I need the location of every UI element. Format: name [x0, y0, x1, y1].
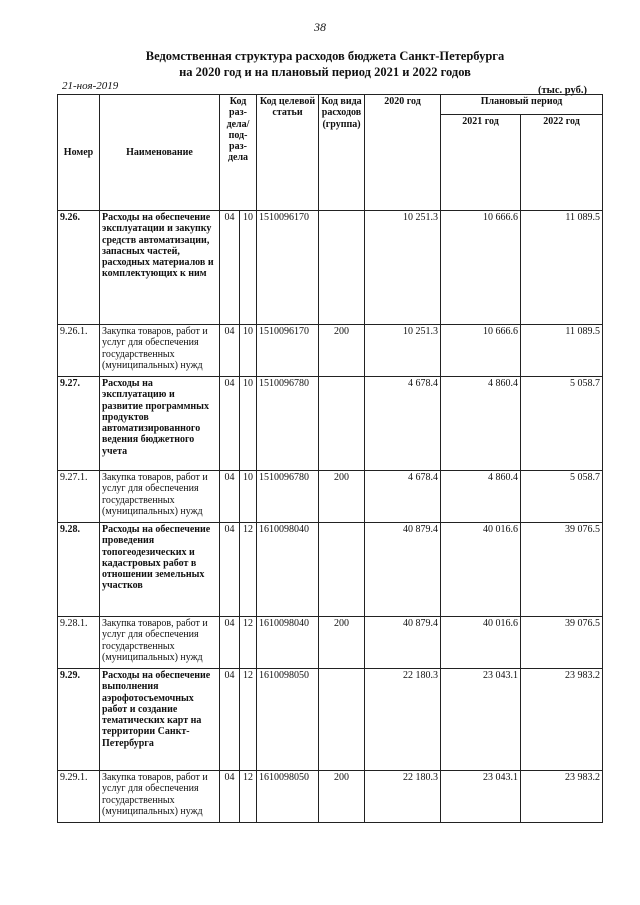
- budget-table: [57, 94, 603, 823]
- row-expense-type: 200: [319, 325, 365, 377]
- row-name: Закупка товаров, работ и услуг для обеспечения государственных (муниципальных) нужд: [100, 771, 220, 823]
- row-value-2022: 11 089.5: [521, 325, 603, 377]
- row-value-2020: 22 180.3: [365, 771, 441, 823]
- row-subsection: 10: [240, 211, 257, 325]
- header-target-code: Код целевой статьи: [257, 95, 319, 211]
- header-section-code: Код раз-дела/ под-раз-дела: [220, 95, 257, 211]
- row-value-2022: 5 058.7: [521, 377, 603, 471]
- row-name: Закупка товаров, работ и услуг для обеспечения государственных (муниципальных) нужд: [100, 617, 220, 669]
- row-number: 9.28.1.: [58, 617, 100, 669]
- header-2021: 2021 год: [441, 115, 521, 211]
- row-subsection: 12: [240, 771, 257, 823]
- row-section: 04: [220, 617, 240, 669]
- header-name: Наименование: [100, 95, 220, 211]
- row-name: Закупка товаров, работ и услуг для обеспечения государственных (муниципальных) нужд: [100, 471, 220, 523]
- row-value-2021: 23 043.1: [441, 669, 521, 771]
- row-subsection: 12: [240, 617, 257, 669]
- table-row: [58, 771, 603, 823]
- row-number: 9.29.: [58, 669, 100, 771]
- row-target-code: 1510096170: [257, 325, 319, 377]
- row-subsection: 10: [240, 471, 257, 523]
- row-expense-type: [319, 377, 365, 471]
- row-value-2021: 10 666.6: [441, 325, 521, 377]
- row-value-2021: 23 043.1: [441, 771, 521, 823]
- row-number: 9.27.: [58, 377, 100, 471]
- row-target-code: 1510096170: [257, 211, 319, 325]
- table-row: [58, 669, 603, 771]
- row-section: 04: [220, 377, 240, 471]
- row-section: 04: [220, 669, 240, 771]
- header-2022: 2022 год: [521, 115, 603, 211]
- table-row: [58, 211, 603, 325]
- row-value-2021: 4 860.4: [441, 471, 521, 523]
- document-date: 21-ноя-2019: [62, 80, 119, 92]
- row-section: 04: [220, 771, 240, 823]
- row-number: 9.26.1.: [58, 325, 100, 377]
- header-expense-type-code: Код вида расходов (группа): [319, 95, 365, 211]
- row-target-code: 1610098040: [257, 617, 319, 669]
- row-value-2021: 40 016.6: [441, 523, 521, 617]
- table-row: [58, 471, 603, 523]
- row-target-code: 1610098050: [257, 669, 319, 771]
- row-expense-type: [319, 523, 365, 617]
- row-expense-type: 200: [319, 771, 365, 823]
- row-expense-type: 200: [319, 617, 365, 669]
- row-value-2020: 10 251.3: [365, 211, 441, 325]
- table-row: [58, 377, 603, 471]
- row-number: 9.29.1.: [58, 771, 100, 823]
- row-name: Закупка товаров, работ и услуг для обеспечения государственных (муниципальных) нужд: [100, 325, 220, 377]
- row-subsection: 10: [240, 325, 257, 377]
- row-target-code: 1510096780: [257, 377, 319, 471]
- table-body: [58, 211, 603, 823]
- row-value-2020: 10 251.3: [365, 325, 441, 377]
- row-value-2022: 5 058.7: [521, 471, 603, 523]
- row-subsection: 12: [240, 523, 257, 617]
- row-value-2020: 22 180.3: [365, 669, 441, 771]
- row-value-2022: 23 983.2: [521, 669, 603, 771]
- row-subsection: 12: [240, 669, 257, 771]
- row-value-2022: 39 076.5: [521, 523, 603, 617]
- header-number: Номер: [58, 95, 100, 211]
- row-section: 04: [220, 471, 240, 523]
- page-number: 38: [314, 20, 326, 34]
- document-title: [90, 48, 560, 80]
- row-value-2020: 4 678.4: [365, 471, 441, 523]
- header-2020: 2020 год: [365, 95, 441, 211]
- table-row: [58, 325, 603, 377]
- row-expense-type: [319, 669, 365, 771]
- row-subsection: 10: [240, 377, 257, 471]
- row-value-2021: 10 666.6: [441, 211, 521, 325]
- header-planned-period: Плановый период: [441, 95, 603, 115]
- row-name: Расходы на эксплуатацию и развитие программных продуктов автоматизированного ведения бюджетного учета: [100, 377, 220, 471]
- row-value-2022: 39 076.5: [521, 617, 603, 669]
- row-target-code: 1610098050: [257, 771, 319, 823]
- row-number: 9.27.1.: [58, 471, 100, 523]
- row-value-2021: 4 860.4: [441, 377, 521, 471]
- title-line-2: на 2020 год и на плановый период 2021 и 2022 годов: [179, 65, 471, 79]
- row-expense-type: 200: [319, 471, 365, 523]
- row-number: 9.26.: [58, 211, 100, 325]
- row-name: Расходы на обеспечение проведения топогеодезических и кадастровых работ в отношении земельных участков: [100, 523, 220, 617]
- row-name: Расходы на обеспечение выполнения аэрофотосъемочных работ и создание тематических карт на территории Санкт-Петербурга: [100, 669, 220, 771]
- row-value-2021: 40 016.6: [441, 617, 521, 669]
- row-section: 04: [220, 325, 240, 377]
- row-section: 04: [220, 211, 240, 325]
- row-section: 04: [220, 523, 240, 617]
- row-target-code: 1510096780: [257, 471, 319, 523]
- row-value-2020: 40 879.4: [365, 617, 441, 669]
- row-value-2022: 11 089.5: [521, 211, 603, 325]
- title-line-1: Ведомственная структура расходов бюджета Санкт-Петербурга: [145, 49, 505, 63]
- row-expense-type: [319, 211, 365, 325]
- row-name: Расходы на обеспечение эксплуатации и закупку средств автоматизации, запасных частей, расходных материалов и комплектующих к ним: [100, 211, 220, 325]
- units-label: (тыс. руб.): [538, 85, 587, 96]
- row-value-2020: 40 879.4: [365, 523, 441, 617]
- table-row: [58, 617, 603, 669]
- row-value-2020: 4 678.4: [365, 377, 441, 471]
- row-target-code: 1610098040: [257, 523, 319, 617]
- table-row: [58, 523, 603, 617]
- row-value-2022: 23 983.2: [521, 771, 603, 823]
- row-number: 9.28.: [58, 523, 100, 617]
